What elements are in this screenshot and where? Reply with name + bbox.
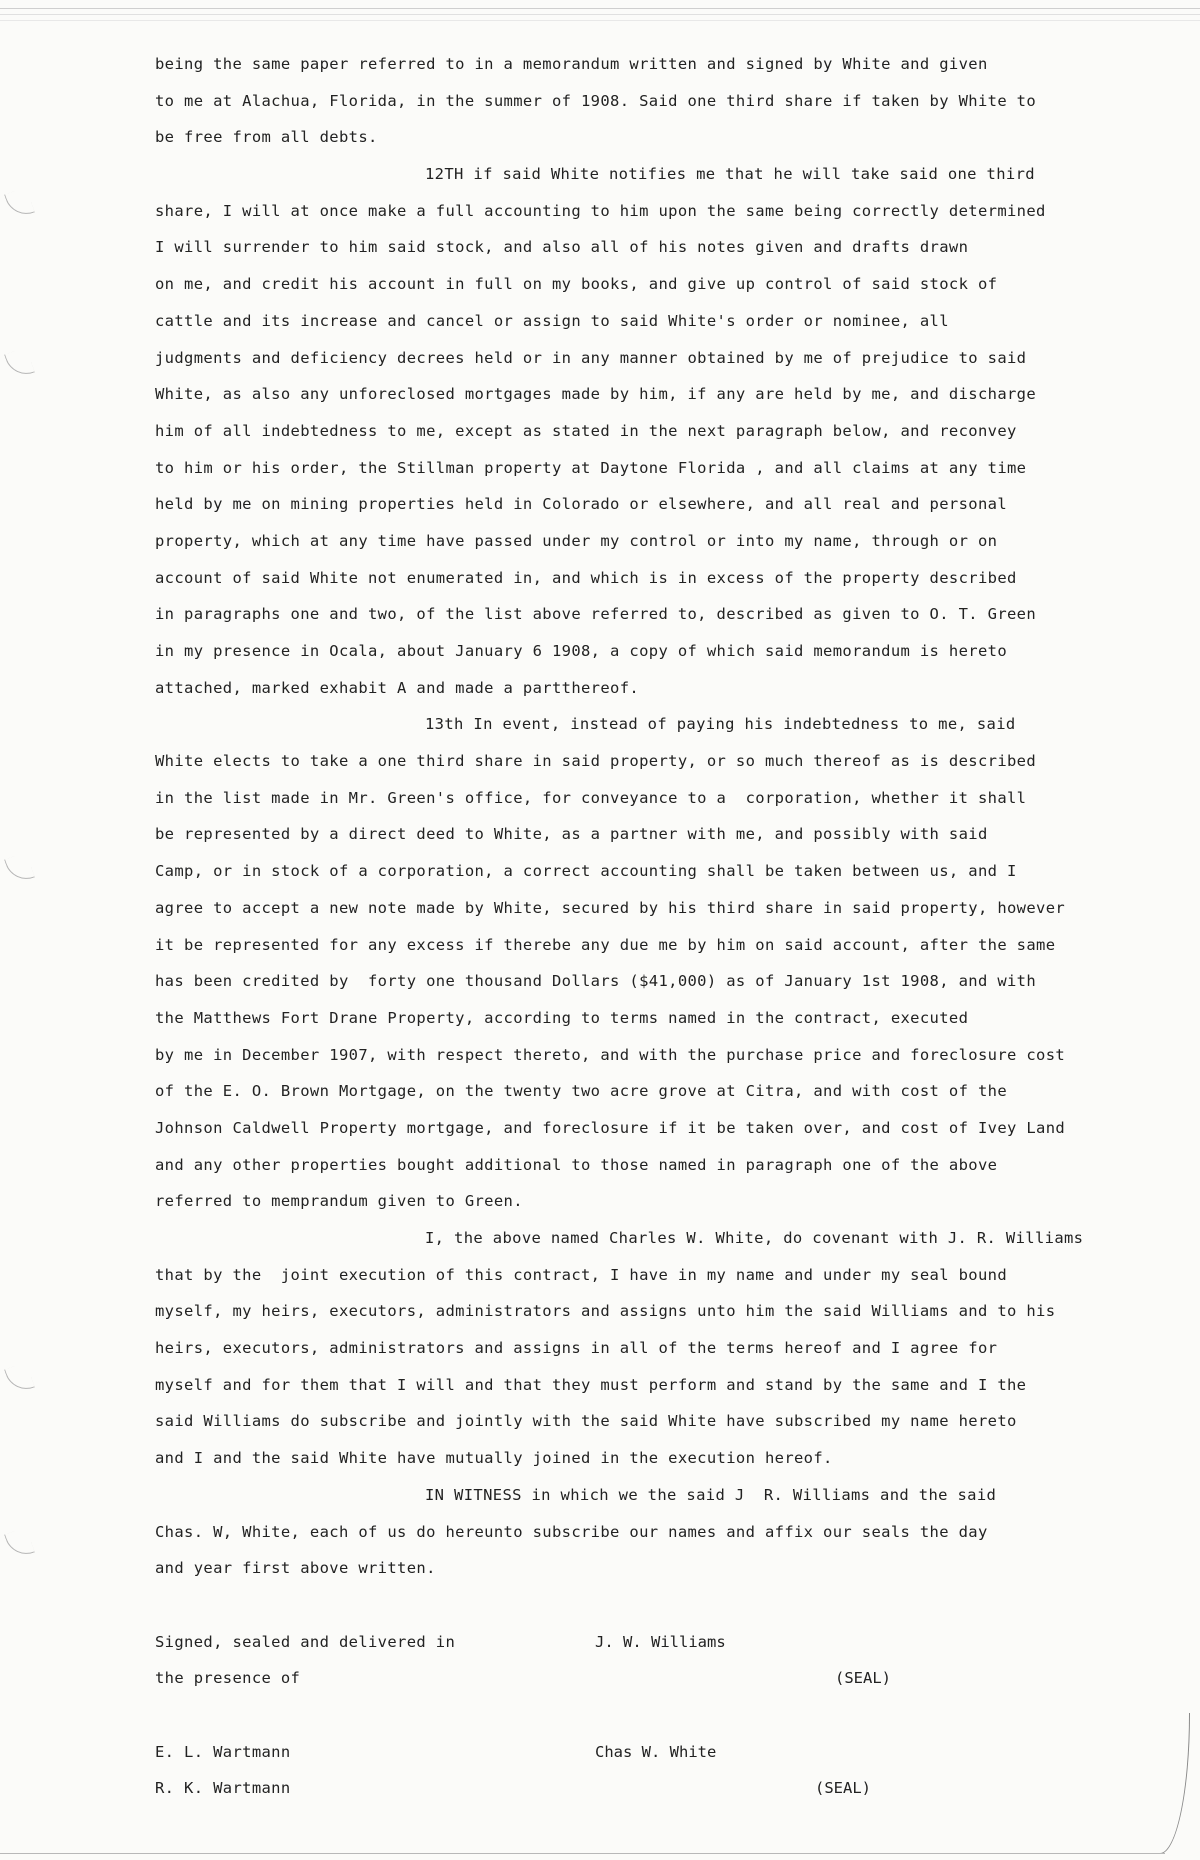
page-curl-edge <box>1149 1713 1190 1854</box>
top-border-line <box>0 14 1200 15</box>
binder-hole-mark <box>4 187 35 220</box>
contract-text <box>155 46 1135 1807</box>
top-border-line <box>0 8 1200 9</box>
witness-name: R. K. Wartmann <box>155 1779 291 1798</box>
binder-hole-mark <box>4 1527 35 1560</box>
seal-label: (SEAL) <box>815 1779 871 1798</box>
top-border-line <box>0 20 1200 21</box>
paragraph-12-heading-line: 12TH if said White notifies me that he will take said one third <box>425 165 1035 184</box>
paragraph-13-heading-line: 13th In event, instead of paying his indebtedness to me, said <box>425 715 1016 734</box>
text-line: Camp, or in stock of a corporation, a correct accounting shall be taken between us, and I <box>155 862 1017 881</box>
text-line: to me at Alachua, Florida, in the summer of 1908. Said one third share if taken by White to <box>155 91 1037 110</box>
text-line: property, which at any time have passed under my control or into my name, through or on <box>155 531 998 550</box>
text-line: in paragraphs one and two, of the list above referred to, described as given to O. T. Green <box>155 605 1037 624</box>
text-line: be represented by a direct deed to White, as a partner with me, and possibly with said <box>155 825 988 844</box>
text-line: Johnson Caldwell Property mortgage, and foreclosure if it be taken over, and cost of Ivey Land <box>155 1118 1066 1137</box>
text-line: to him or his order, the Stillman property at Daytone Florida , and all claims at any time <box>155 458 1027 477</box>
text-line: held by me on mining properties held in Colorado or elsewhere, and all real and personal <box>155 495 1007 514</box>
witness-name: E. L. Wartmann <box>155 1742 291 1761</box>
text-line: referred to memprandum given to Green. <box>155 1192 523 1211</box>
text-line: the Matthews Fort Drane Property, according to terms named in the contract, executed <box>155 1008 969 1027</box>
text-line: has been credited by forty one thousand Dollars ($41,000) as of January 1st 1908, and with <box>155 972 1037 991</box>
text-line: heirs, executors, administrators and assigns in all of the terms hereof and I agree for <box>155 1339 998 1358</box>
text-line: agree to accept a new note made by White, secured by his third share in said property, however <box>155 898 1066 917</box>
signature-name-williams: J. W. Williams <box>595 1632 726 1651</box>
signature-name-white: Chas W. White <box>595 1742 717 1761</box>
text-line: it be represented for any excess if therebe any due me by him on said account, after the same <box>155 935 1056 954</box>
binder-hole-mark <box>4 1362 35 1395</box>
text-line: account of said White not enumerated in, and which is in excess of the property described <box>155 568 1017 587</box>
seal-label: (SEAL) <box>835 1669 891 1688</box>
text-line: and I and the said White have mutually joined in the execution hereof. <box>155 1449 833 1468</box>
binder-hole-mark <box>4 347 35 380</box>
text-line: and year first above written. <box>155 1559 436 1578</box>
text-line: attached, marked exhabit A and made a partthereof. <box>155 678 640 697</box>
text-line: in the list made in Mr. Green's office, for conveyance to a corporation, whether it shall <box>155 788 1027 807</box>
text-line: said Williams do subscribe and jointly with the said White have subscribed my name hereto <box>155 1412 1017 1431</box>
text-line: myself, my heirs, executors, administrators and assigns unto him the said Williams and to his <box>155 1302 1056 1321</box>
text-line: White, as also any unforeclosed mortgages made by him, if any are held by me, and discharge <box>155 385 1037 404</box>
text-line: be free from all debts. <box>155 128 378 147</box>
witness-caption-line: Signed, sealed and delivered in <box>155 1632 456 1651</box>
text-line: in my presence in Ocala, about January 6 1908, a copy of which said memorandum is hereto <box>155 642 1007 660</box>
text-line: and any other properties bought additional to those named in paragraph one of the above <box>155 1155 998 1174</box>
binder-hole-mark <box>4 852 35 885</box>
text-line: cattle and its increase and cancel or assign to said White's order or nominee, all <box>155 311 949 330</box>
text-line: being the same paper referred to in a memorandum written and signed by White and given <box>155 55 988 73</box>
text-line: I will surrender to him said stock, and also all of his notes given and drafts drawn <box>155 238 969 257</box>
text-line: White elects to take a one third share in said property, or so much thereof as is described <box>155 752 1037 771</box>
text-line: him of all indebtedness to me, except as stated in the next paragraph below, and reconvey <box>155 421 1017 440</box>
text-line: of the E. O. Brown Mortgage, on the twenty two acre grove at Citra, and with cost of the <box>155 1082 1007 1101</box>
bottom-edge-line <box>0 1853 1165 1854</box>
text-line: Chas. W, White, each of us do hereunto subscribe our names and affix our seals the day <box>155 1522 988 1541</box>
text-line: that by the joint execution of this contract, I have in my name and under my seal bound <box>155 1265 1007 1284</box>
text-line: share, I will at once make a full accounting to him upon the same being correctly determined <box>155 201 1046 220</box>
text-line: on me, and credit his account in full on my books, and give up control of said stock of <box>155 275 998 294</box>
witness-clause-heading-line: IN WITNESS in which we the said J R. Williams and the said <box>425 1485 997 1504</box>
covenant-heading-line: I, the above named Charles W. White, do covenant with J. R. Williams <box>425 1229 1084 1247</box>
text-line: by me in December 1907, with respect thereto, and with the purchase price and foreclosure cost <box>155 1045 1066 1064</box>
text-line: judgments and deficiency decrees held or in any manner obtained by me of prejudice to said <box>155 348 1027 367</box>
text-line: myself and for them that I will and that they must perform and stand by the same and I the <box>155 1375 1027 1394</box>
witness-caption-line: the presence of <box>155 1669 301 1688</box>
